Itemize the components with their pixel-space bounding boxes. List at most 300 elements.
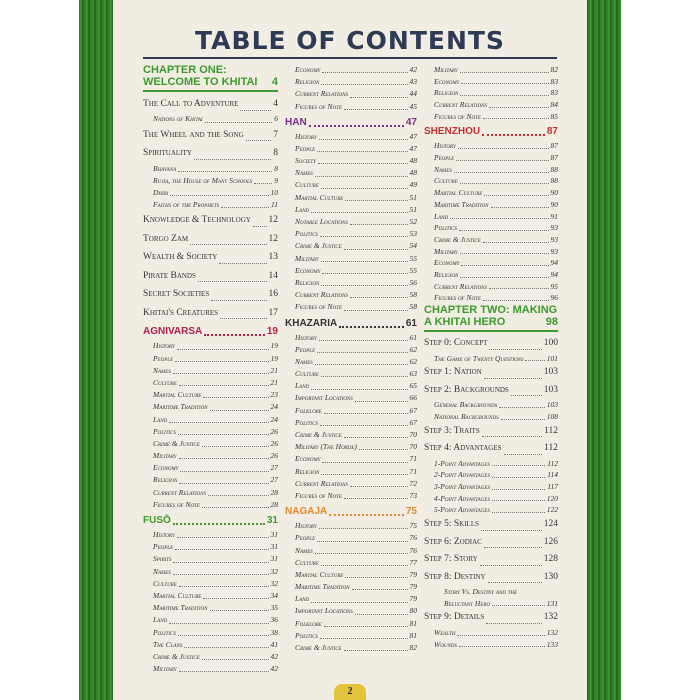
toc-entry xyxy=(424,609,558,627)
leader-dots xyxy=(178,635,269,636)
toc-entry-title: Maritime Tradition xyxy=(153,603,208,613)
toc-entry-page: 10 xyxy=(270,188,278,198)
toc-entry xyxy=(143,553,278,565)
toc-entry-page: 24 xyxy=(270,414,278,424)
toc-entry xyxy=(143,267,278,286)
toc-entry xyxy=(143,529,278,541)
toc-entry-title: National Backgrounds xyxy=(434,411,499,421)
toc-entry xyxy=(285,478,417,490)
toc-entry xyxy=(143,230,278,249)
toc-entry-page: 26 xyxy=(270,426,278,436)
toc-entry xyxy=(143,95,278,114)
toc-entry xyxy=(424,399,558,411)
toc-entry xyxy=(424,504,558,516)
toc-entry-page: 31 xyxy=(270,542,278,552)
toc-entry-title: People xyxy=(295,143,316,153)
leader-dots xyxy=(483,118,549,119)
toc-entry-page: 124 xyxy=(543,519,558,530)
toc-entry xyxy=(143,627,278,639)
leader-dots xyxy=(350,97,408,98)
section-title: HAN xyxy=(285,116,307,128)
toc-entry-title: Current Relations xyxy=(295,89,348,99)
leader-dots xyxy=(489,107,549,108)
toc-entry xyxy=(285,289,417,301)
toc-entry-title: Religion xyxy=(295,466,320,476)
toc-entry-page: 131 xyxy=(546,598,558,608)
toc-entry-page: 16 xyxy=(268,289,278,300)
toc-entry-title: Military xyxy=(434,246,458,256)
toc-entry-title: Step 8: Destiny xyxy=(424,571,486,582)
toc-entry xyxy=(285,192,417,204)
toc-entry xyxy=(285,569,417,581)
toc-entry-page: 114 xyxy=(547,470,558,480)
section-page: 19 xyxy=(266,326,278,338)
toc-entry-title: Figures of Note xyxy=(295,490,342,500)
leader-dots xyxy=(459,646,545,647)
chapter-page: 4 xyxy=(271,76,278,88)
toc-entry-page: 126 xyxy=(543,536,558,547)
leader-dots xyxy=(344,437,408,438)
leader-dots xyxy=(461,265,548,266)
section-heading xyxy=(285,115,417,131)
toc-entry-title: Rujia, the House of Many Schools xyxy=(153,175,253,185)
toc-entry-page: 130 xyxy=(543,571,558,582)
leader-dots xyxy=(180,471,268,472)
toc-entry-title: Important Locations xyxy=(295,606,353,616)
leader-dots xyxy=(461,83,548,84)
toc-entry-page: 72 xyxy=(409,478,417,488)
toc-entry xyxy=(424,87,558,99)
toc-entry-page: 4 xyxy=(273,99,278,109)
toc-entry xyxy=(285,532,417,544)
toc-column-3 xyxy=(424,64,558,650)
toc-entry xyxy=(424,211,558,223)
toc-entry xyxy=(143,590,278,602)
section-page: 87 xyxy=(546,126,558,138)
toc-entry-title: Current Relations xyxy=(295,290,348,300)
toc-entry-title: Crime & Justice xyxy=(434,234,481,244)
toc-entry xyxy=(285,557,417,569)
toc-entry-title: Folklore xyxy=(295,618,322,628)
leader-dots xyxy=(319,528,408,529)
toc-entry-title: Bhavana xyxy=(153,163,177,173)
toc-entry-title: Land xyxy=(295,594,310,604)
toc-entry-title: Politics xyxy=(153,627,176,637)
toc-entry xyxy=(424,382,558,400)
leader-dots xyxy=(169,623,268,624)
toc-entry-title: Figures of Note xyxy=(153,499,200,509)
leader-dots xyxy=(345,577,407,578)
toc-entry-page: 76 xyxy=(409,533,417,543)
toc-entry-page: 70 xyxy=(409,430,417,440)
toc-entry-page: 62 xyxy=(409,344,417,354)
leader-dots xyxy=(320,638,408,639)
leader-dots xyxy=(311,602,407,603)
toc-entry-title: Culture xyxy=(153,578,177,588)
leader-dots xyxy=(322,462,407,463)
toc-entry-title: Notable Locations xyxy=(295,217,348,227)
toc-entry-title: Religion xyxy=(153,475,178,485)
leader-dots xyxy=(355,401,408,402)
toc-entry xyxy=(424,627,558,639)
toc-entry xyxy=(143,353,278,365)
leader-dots xyxy=(318,163,408,164)
toc-entry-title: People xyxy=(434,153,455,163)
leader-dots xyxy=(198,281,267,282)
toc-entry-title: Maritime Tradition xyxy=(434,199,489,209)
toc-entry-title: Names xyxy=(153,365,171,375)
toc-entry-title: 2-Point Advantages xyxy=(434,470,490,480)
toc-entry-title: Step 0: Concept xyxy=(424,338,488,349)
toc-entry-title: Martial Culture xyxy=(153,590,202,600)
leader-dots xyxy=(482,134,545,136)
leader-dots xyxy=(175,549,268,550)
toc-entry-page: 41 xyxy=(270,639,278,649)
toc-entry xyxy=(424,586,558,598)
toc-entry-page: 67 xyxy=(409,405,417,415)
leader-dots xyxy=(499,407,544,408)
toc-entry-page: 58 xyxy=(409,290,417,300)
toc-entry xyxy=(424,111,558,123)
toc-entry-page: 8 xyxy=(273,148,278,159)
toc-entry-page: 31 xyxy=(270,530,278,540)
toc-entry-title: Spirits xyxy=(153,554,172,564)
toc-entry-title: Politics xyxy=(434,223,457,233)
toc-entry-page: 27 xyxy=(270,475,278,485)
toc-entry xyxy=(424,234,558,246)
toc-entry-title: Culture xyxy=(153,377,177,387)
toc-entry xyxy=(143,566,278,578)
toc-entry-title: Politics xyxy=(295,229,318,239)
toc-entry-title: Crime & Justice xyxy=(295,643,342,653)
leader-dots xyxy=(179,671,269,672)
toc-entry xyxy=(424,176,558,188)
toc-entry-page: 42 xyxy=(409,64,417,74)
toc-entry xyxy=(285,545,417,557)
toc-entry-page: 67 xyxy=(409,417,417,427)
leader-dots xyxy=(492,489,545,490)
toc-entry-title: Land xyxy=(434,211,449,221)
toc-entry-title: Names xyxy=(434,164,452,174)
toc-entry-page: 21 xyxy=(270,377,278,387)
leader-dots xyxy=(489,349,541,350)
toc-entry xyxy=(424,364,558,382)
toc-entry-page: 77 xyxy=(409,557,417,567)
toc-entry-title: Military xyxy=(434,64,458,74)
chapter-heading xyxy=(143,64,278,92)
toc-entry xyxy=(143,614,278,626)
toc-entry xyxy=(424,516,558,534)
toc-entry-page: 103 xyxy=(543,367,558,378)
toc-entry xyxy=(424,440,558,458)
toc-entry-title: 5-Point Advantages xyxy=(434,505,490,515)
toc-column-2 xyxy=(285,64,417,654)
section-title: AGNIVARSA xyxy=(143,326,203,338)
toc-entry-page: 101 xyxy=(546,353,558,363)
toc-entry-title: Figures of Note xyxy=(295,302,342,312)
toc-entry-page: 32 xyxy=(270,578,278,588)
leader-dots xyxy=(492,500,545,501)
toc-entry-page: 70 xyxy=(409,442,417,452)
toc-entry-page: 45 xyxy=(409,101,417,111)
toc-entry-title: Politics xyxy=(153,426,176,436)
leader-dots xyxy=(492,605,545,606)
toc-entry-title: History xyxy=(295,131,317,141)
toc-entry xyxy=(143,389,278,401)
toc-entry xyxy=(424,481,558,493)
toc-entry xyxy=(143,365,278,377)
toc-entry-page: 13 xyxy=(268,252,278,263)
toc-entry-page: 7 xyxy=(273,129,278,140)
toc-entry-title: Names xyxy=(295,168,313,178)
toc-entry-page: 47 xyxy=(409,143,417,153)
page-number: 2 xyxy=(334,684,366,700)
toc-entry xyxy=(424,99,558,111)
leader-dots xyxy=(344,310,408,311)
toc-entry-title: People xyxy=(295,533,316,543)
toc-entry xyxy=(143,377,278,389)
leader-dots xyxy=(344,109,408,110)
toc-entry-title: The Clans xyxy=(153,639,183,649)
toc-entry-page: 93 xyxy=(550,223,558,233)
section-heading xyxy=(143,513,278,529)
toc-entry-title: Maritime Tradition xyxy=(153,402,208,412)
leader-dots xyxy=(219,263,266,264)
leader-dots xyxy=(480,565,542,566)
toc-entry-title: Economy xyxy=(434,258,460,268)
toc-entry-title: Dhiri xyxy=(153,188,169,198)
toc-entry xyxy=(424,164,558,176)
toc-entry-page: 96 xyxy=(550,293,558,303)
toc-entry-page: 61 xyxy=(409,332,417,342)
toc-entry xyxy=(424,199,558,211)
toc-entry-title: Reluctant Hero xyxy=(444,598,490,608)
toc-entry xyxy=(143,340,278,352)
section-page: 31 xyxy=(266,515,278,527)
toc-entry-title: Economy xyxy=(153,463,179,473)
toc-entry xyxy=(285,393,417,405)
section-page: 61 xyxy=(405,317,417,329)
leader-dots xyxy=(344,498,408,499)
toc-entry-page: 93 xyxy=(550,234,558,244)
toc-entry xyxy=(285,204,417,216)
toc-entry xyxy=(285,143,417,155)
toc-entry xyxy=(285,520,417,532)
toc-entry xyxy=(424,534,558,552)
leader-dots xyxy=(177,349,269,350)
toc-entry-page: 62 xyxy=(409,356,417,366)
leader-dots xyxy=(484,378,542,379)
toc-entry-page: 112 xyxy=(544,425,558,436)
toc-entry-page: 128 xyxy=(543,554,558,565)
toc-entry xyxy=(285,380,417,392)
toc-entry-page: 12 xyxy=(268,215,278,226)
leader-dots xyxy=(202,507,269,508)
toc-entry-title: Knowledge & Technology xyxy=(143,215,251,226)
toc-entry-title: History xyxy=(295,521,317,531)
leader-dots xyxy=(317,541,407,542)
toc-entry-title: Politics xyxy=(295,417,318,427)
leader-dots xyxy=(460,95,548,96)
toc-entry-title: Spirituality xyxy=(143,148,192,159)
toc-entry xyxy=(143,285,278,304)
leader-dots xyxy=(359,449,408,450)
toc-entry-page: 56 xyxy=(409,277,417,287)
toc-entry-title: People xyxy=(295,344,316,354)
leader-dots xyxy=(319,340,408,341)
section-heading xyxy=(285,504,417,520)
toc-entry-page: 19 xyxy=(270,353,278,363)
toc-entry-title: Economy xyxy=(295,265,321,275)
toc-entry-page: 31 xyxy=(270,554,278,564)
toc-entry xyxy=(143,602,278,614)
toc-entry-title: Names xyxy=(153,566,171,576)
toc-entry xyxy=(285,180,417,192)
toc-entry-page: 93 xyxy=(550,246,558,256)
toc-entry-title: Folklore xyxy=(295,405,322,415)
chapter-heading xyxy=(424,304,558,332)
toc-entry-page: 83 xyxy=(550,76,558,86)
toc-entry xyxy=(424,152,558,164)
leader-dots xyxy=(511,395,542,396)
leader-dots xyxy=(184,647,268,648)
section-title: NAGAJA xyxy=(285,506,328,518)
leader-dots xyxy=(339,326,404,328)
toc-entry-page: 88 xyxy=(550,164,558,174)
leader-dots xyxy=(458,148,549,149)
toc-entry-title: The Call to Adventure xyxy=(143,99,239,109)
toc-entry xyxy=(424,246,558,258)
leader-dots xyxy=(208,495,269,496)
chapter-heading-line: CHAPTER ONE: xyxy=(143,64,227,76)
leader-dots xyxy=(350,486,408,487)
leader-dots xyxy=(321,261,408,262)
leader-dots xyxy=(170,195,268,196)
toc-entry-title: Current Relations xyxy=(434,100,487,110)
toc-entry xyxy=(143,663,278,675)
leader-dots xyxy=(319,139,408,140)
leader-dots xyxy=(311,212,407,213)
leader-dots xyxy=(324,626,408,627)
toc-entry xyxy=(285,630,417,642)
toc-entry-page: 133 xyxy=(546,639,558,649)
toc-entry-title: Martial Culture xyxy=(434,188,483,198)
leader-dots xyxy=(483,300,549,301)
title-rule xyxy=(143,57,557,59)
toc-entry xyxy=(424,493,558,505)
toc-entry xyxy=(424,257,558,269)
leader-dots xyxy=(504,454,543,455)
leader-dots xyxy=(488,582,542,583)
leader-dots xyxy=(173,373,269,374)
leader-dots xyxy=(321,188,408,189)
toc-entry xyxy=(424,292,558,304)
toc-entry-title: Culture xyxy=(295,557,319,567)
toc-entry xyxy=(285,167,417,179)
toc-entry-title: History xyxy=(153,341,175,351)
toc-entry xyxy=(285,240,417,252)
toc-entry-page: 28 xyxy=(270,499,278,509)
toc-entry-page: 42 xyxy=(270,664,278,674)
toc-entry xyxy=(424,76,558,88)
toc-entry-title: Khitai's Creatures xyxy=(143,307,219,318)
leader-dots xyxy=(350,224,408,225)
toc-entry-title: Faiths of the Prophets xyxy=(153,200,220,210)
toc-entry xyxy=(424,598,558,610)
toc-entry-title: 3-Point Advantages xyxy=(434,481,490,491)
toc-entry-page: 112 xyxy=(544,443,558,454)
leader-dots xyxy=(175,361,268,362)
toc-entry xyxy=(143,126,278,145)
toc-entry-page: 53 xyxy=(409,229,417,239)
leader-dots xyxy=(322,273,407,274)
toc-entry-page: 63 xyxy=(409,369,417,379)
toc-entry xyxy=(143,144,278,163)
leader-dots xyxy=(321,285,407,286)
leader-dots xyxy=(202,446,269,447)
leader-dots xyxy=(492,477,545,478)
toc-entry-page: 94 xyxy=(550,269,558,279)
leader-dots xyxy=(525,360,544,361)
toc-entry-page: 108 xyxy=(546,411,558,421)
toc-entry xyxy=(285,581,417,593)
leader-dots xyxy=(350,297,408,298)
leader-dots xyxy=(173,562,268,563)
toc-entry-page: 21 xyxy=(270,365,278,375)
toc-entry-page: 87 xyxy=(550,141,558,151)
leader-dots xyxy=(450,218,548,219)
toc-entry-title: History xyxy=(434,141,456,151)
toc-entry-page: 51 xyxy=(409,204,417,214)
leader-dots xyxy=(460,277,548,278)
toc-entry xyxy=(285,228,417,240)
toc-entry xyxy=(285,441,417,453)
toc-entry-title: Step 2: Backgrounds xyxy=(424,384,509,395)
toc-entry-page: 28 xyxy=(270,487,278,497)
leader-dots xyxy=(210,410,269,411)
toc-entry-page: 48 xyxy=(409,156,417,166)
toc-entry-page: 66 xyxy=(409,393,417,403)
toc-entry-title: Economy xyxy=(295,454,321,464)
toc-entry xyxy=(143,438,278,450)
toc-entry-page: 71 xyxy=(409,466,417,476)
leader-dots xyxy=(483,242,549,243)
leader-dots xyxy=(309,125,404,127)
toc-entry-title: Wealth & Society xyxy=(143,252,218,263)
toc-entry-page: 100 xyxy=(543,338,558,349)
leader-dots xyxy=(320,236,408,237)
leader-dots xyxy=(179,458,269,459)
toc-entry-page: 132 xyxy=(543,612,558,623)
toc-entry xyxy=(424,411,558,423)
toc-entry-title: Martial Culture xyxy=(295,569,344,579)
leader-dots xyxy=(329,514,404,516)
toc-entry-page: 117 xyxy=(547,481,558,491)
toc-entry-title: Step 3: Traits xyxy=(424,425,480,436)
toc-entry-page: 90 xyxy=(550,188,558,198)
leader-dots xyxy=(178,171,272,172)
toc-entry xyxy=(285,101,417,113)
toc-entry-page: 80 xyxy=(409,606,417,616)
section-title: SHENZHOU xyxy=(424,126,481,138)
leader-dots xyxy=(344,249,408,250)
leader-dots xyxy=(254,183,272,184)
toc-entry-title: Crime & Justice xyxy=(153,651,200,661)
toc-entry-page: 35 xyxy=(270,603,278,613)
leader-dots xyxy=(240,110,271,111)
toc-entry-title: Pirate Bands xyxy=(143,270,196,281)
leader-dots xyxy=(221,207,269,208)
